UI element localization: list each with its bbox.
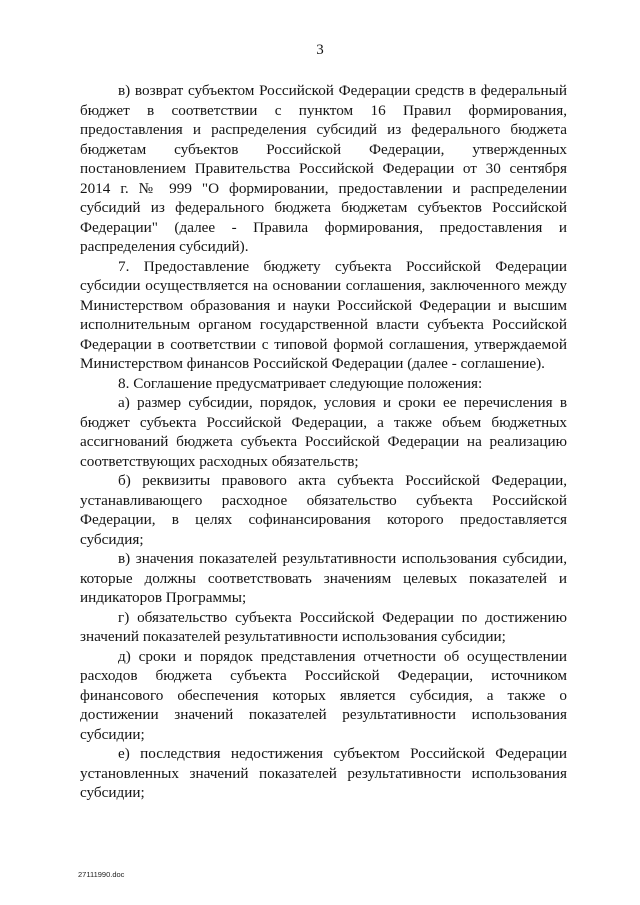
paragraph-8b: б) реквизиты правового акта субъекта Российской Федерации, устанавливающего расходное обязательство субъекта Российской Федерации, в целях софинансирования которого предоставляется субсидия; [80, 472, 567, 548]
paragraph-6v: в) возврат субъектом Российской Федерации средств в федеральный бюджет в соответствии с пунктом 16 Правил формирования, предоставления и распределения субсидий из федерального бюджета бюджетам субъектов Российской Федерации, утвержденных постановлением Правительства Российской Федерации от 30 сентября 2014 г. № 999 "О формировании, предоставлении и распределении субсидий из федерального бюджета бюджетам субъектов Российской Федерации" (далее - Правила формирования, предоставления и распределения субсидий). [80, 82, 567, 255]
footer-file-code: 27111990.doc [78, 870, 125, 879]
paragraph-8: 8. Соглашение предусматривает следующие положения: [118, 374, 483, 392]
paragraph-7: 7. Предоставление бюджету субъекта Российской Федерации субсидии осуществляется на основании соглашения, заключенного между Министерством образования и науки Российской Федерации и высшим исполнительным органом государственной власти субъекта Российской Федерации в соответствии с типовой формой соглашения, утверждаемой Министерством финансов Российской Федерации (далее - соглашение). [80, 257, 567, 372]
paragraph-8g: г) обязательство субъекта Российской Федерации по достижению значений показателей результативности использования субсидии; [80, 608, 567, 645]
paragraph-8a: а) размер субсидии, порядок, условия и сроки ее перечисления в бюджет субъекта Российской Федерации, а также объем бюджетных ассигнований бюджета субъекта Российской Федерации на реализацию соответствующих расходных обязательств; [80, 394, 567, 470]
page-number: 3 [316, 42, 324, 58]
paragraph-8e: е) последствия недостижения субъектом Российской Федерации установленных значений показателей результативности использования субсидии; [80, 745, 567, 801]
document-body [80, 81, 567, 803]
paragraph-8d: д) сроки и порядок представления отчетности об осуществлении расходов бюджета субъекта Российской Федерации, источником финансового обеспечения которых является субсидия, а также о достижении значений показателей результативности использования субсидии; [80, 647, 567, 743]
paragraph-8v: в) значения показателей результативности использования субсидии, которые должны соответствовать значениям целевых показателей и индикаторов Программы; [80, 550, 567, 606]
